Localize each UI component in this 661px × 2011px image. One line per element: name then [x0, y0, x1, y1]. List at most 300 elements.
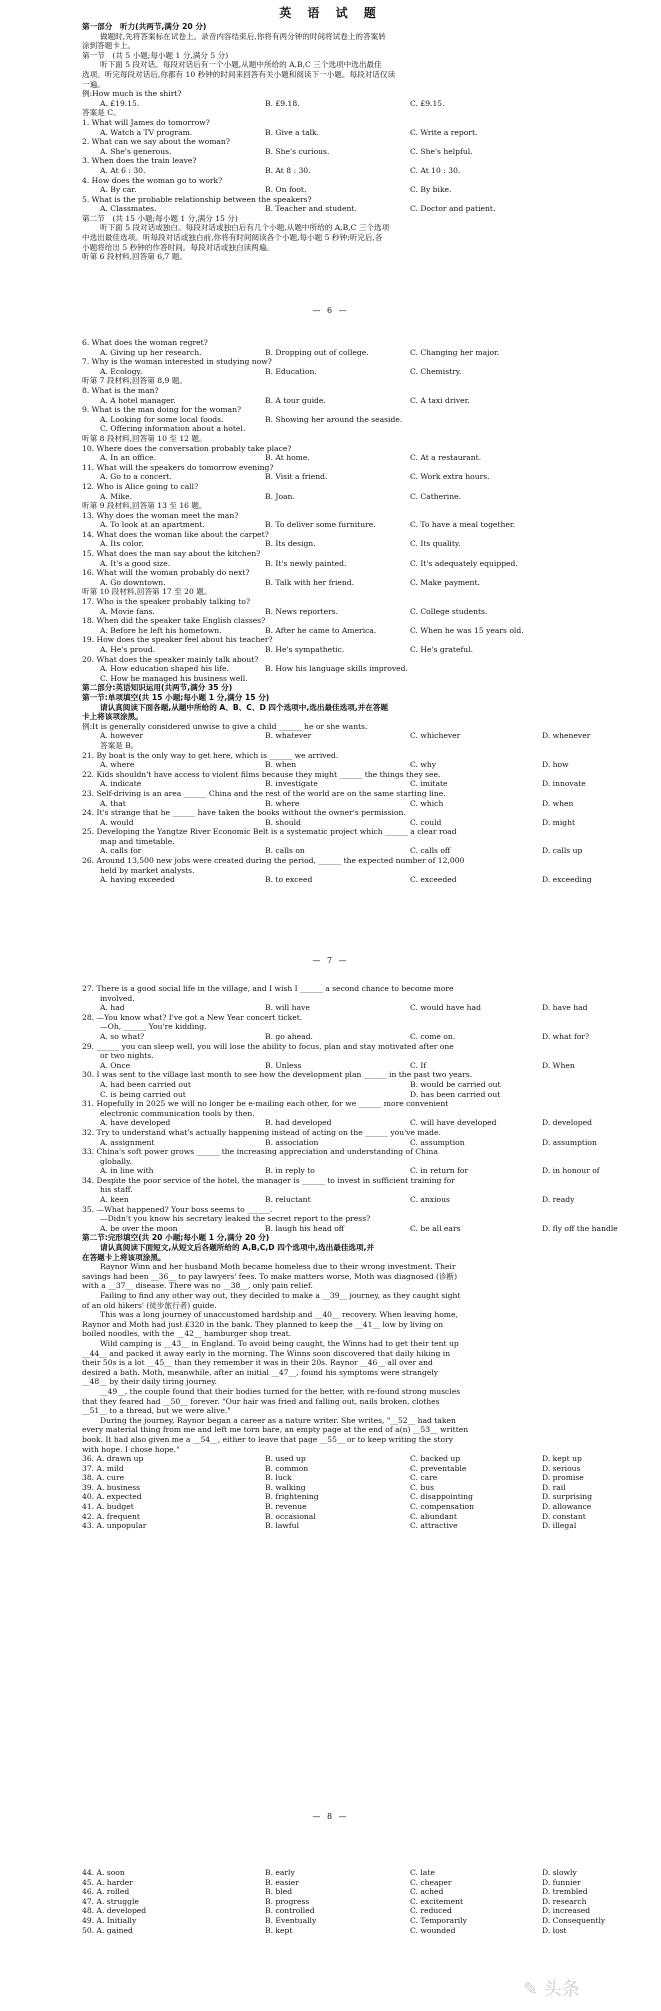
option: D. ready [542, 1195, 575, 1205]
text-line: 做题时,先将答案标在试卷上。录音内容结束后,你将有两分钟的时间将试卷上的答案转 [100, 31, 386, 41]
option: D. Consequently [542, 1915, 606, 1925]
option: D. illegal [542, 1521, 577, 1531]
option: C. At 10 : 30. [410, 165, 461, 175]
text-line: During the journey, Raynor began a career as a nature writer. She writes, "__52__ had taken [100, 1415, 456, 1425]
text-line: with hope. I chose hope." [82, 1444, 180, 1454]
option: D. trembled [542, 1887, 588, 1897]
option: 47. A. struggle [82, 1896, 139, 1906]
option-row [0, 1224, 661, 1234]
text-line: 15. What does the man say about the kitchen? [82, 549, 261, 559]
option-row [0, 367, 661, 377]
option: A. He's proud. [100, 645, 156, 654]
option: A. How education shaped his life. [100, 664, 229, 674]
option: B. At 8 : 30. [265, 165, 311, 175]
text-line: savings had been __36__ to pay lawyers' fees. To make matters worse, Moth was diagnosed (诊断) [82, 1271, 458, 1281]
text-line: Raynor Winn and her husband Moth became homeless due to their wrong investment. Their [100, 1262, 456, 1272]
option-row [0, 539, 661, 549]
text-line: 3. When does the train leave? [82, 156, 197, 166]
exam-title: 英 语 试 题 [279, 6, 382, 20]
option: D. assumption [542, 1137, 597, 1147]
option: C. calls off [410, 846, 451, 856]
option-row [0, 1473, 661, 1483]
option: A. Classmates. [100, 204, 157, 214]
option: A. To look at an apartment. [100, 520, 205, 530]
option: C. bus [410, 1482, 435, 1492]
option: B. early [265, 1868, 295, 1877]
option-row [0, 453, 661, 463]
option-row [0, 1195, 661, 1205]
option: C. could [410, 817, 442, 827]
option: 50. A. gained [82, 1925, 133, 1935]
option: A. assignment [100, 1137, 155, 1147]
option: A. calls for [100, 846, 142, 856]
option: C. When he was 15 years old. [410, 625, 524, 635]
option: A. however [100, 731, 144, 741]
option: C. disappointing [410, 1492, 473, 1502]
option-row [0, 204, 661, 214]
option: D. exceeding [542, 875, 592, 885]
option: B. easier [265, 1877, 299, 1887]
text-line: their 50s is a lot __45__ than they remember it was in their 20s. Raynor __46__ all over and [82, 1358, 433, 1368]
page-7-content [0, 338, 661, 885]
option: D. allowance [542, 1502, 592, 1512]
option: B. After he came to America. [265, 625, 377, 635]
text-line: 请认真阅读下面短文,从短文后各题所给的 A,B,C,D 四个选项中,选出最佳选项,并 [100, 1243, 375, 1253]
text-line: __49__, the couple found that their bodies turned for the better, with re-found strong muscles [100, 1386, 461, 1396]
text-line: This was a long journey of unaccustomed hardship and __40__ recovery. When leaving home, [100, 1310, 458, 1320]
option: B. He's sympathetic. [265, 645, 345, 654]
option: 38. A. cure [82, 1473, 125, 1483]
text-line: 2. What can we say about the woman? [82, 137, 230, 147]
option: B. occasional [265, 1511, 316, 1521]
option: 46. A. rolled [82, 1887, 130, 1897]
option: A. Ecology. [100, 366, 143, 376]
option: D. have had [542, 1003, 588, 1013]
option: A. At 6 : 30. [100, 165, 146, 175]
option-row [0, 645, 661, 655]
option: D. surprising [542, 1492, 593, 1502]
option: B. Eventually [265, 1915, 317, 1925]
text-line: Raynor and Moth had just £320 in the bank. They planned to keep the __41__ low by living on [82, 1319, 444, 1329]
option: D. serious [542, 1463, 581, 1473]
page-8-content [0, 984, 661, 1531]
option: D. fly off the handle [542, 1223, 618, 1233]
option: B. It's newly painted. [265, 558, 347, 568]
option: A. where [100, 760, 135, 770]
option: C. in return for [410, 1166, 469, 1176]
option-row [0, 818, 661, 828]
option: A. It's a good size. [100, 558, 171, 568]
option: C. come on. [410, 1031, 456, 1041]
option: A. had [100, 1003, 125, 1013]
option: A. £19.15. [100, 98, 140, 108]
option: A. Watch a TV program. [100, 127, 193, 137]
option-row [0, 1118, 661, 1128]
option: B. calls on [265, 846, 305, 856]
option: C. A taxi driver. [410, 395, 470, 405]
option: A. Go downtown. [100, 577, 166, 587]
option: C. would have had [410, 1003, 481, 1013]
option: B. luck [265, 1473, 292, 1483]
text-line: 听第 8 段材料,回答第 10 至 12 题。 [82, 433, 207, 443]
option: A. By car. [100, 185, 137, 195]
option: B. Talk with her friend. [265, 577, 355, 587]
option: C. attractive [410, 1521, 458, 1531]
text-line: Failing to find any other way out, they decided to make a __39__ journey, as they caught sight [100, 1291, 461, 1300]
text-line: 第二节:完形填空(共 20 小题;每小题 1 分,满分 20 分) [82, 1233, 270, 1243]
option: D. increased [542, 1906, 591, 1916]
option: B. revenue [265, 1502, 307, 1512]
option-row [0, 1502, 661, 1512]
option-row [0, 1464, 661, 1474]
option: B. to exceed [265, 875, 313, 885]
option: A. Its color. [100, 539, 144, 549]
text-line: electronic communication tools by then. [100, 1108, 255, 1118]
option: D. lost [542, 1925, 567, 1935]
text-line: held by market analysts. [100, 865, 195, 875]
text-line: 小题将给出 5 秒钟的作答时间。每段对话或独白读两遍。 [82, 242, 274, 252]
text-line: boiled noodles, with the __42__ hamburger shop treat. [82, 1329, 292, 1339]
option-row [0, 185, 661, 195]
option: B. To deliver some furniture. [265, 520, 376, 530]
option: B. Dropping out of college. [265, 347, 369, 357]
text-line: 听下面 5 段对话。每段对话后有一个小题,从题中所给的 A,B,C 三个选项中选出最佳 [100, 60, 382, 70]
option: B. How his language skills improved. [265, 664, 408, 674]
option: C. preventable [410, 1463, 467, 1473]
option: C. care [410, 1473, 438, 1483]
text-line: desired a bath. Moth, meanwhile, after an initial __47__, found his symptoms were strangely [82, 1367, 439, 1377]
option-row [0, 1916, 661, 1926]
page-6-content [0, 22, 661, 262]
option: C. excitement [410, 1896, 464, 1906]
option: B. A tour guide. [265, 395, 326, 405]
text-line: 29. ______ you can sleep well, you will lose the ability to focus, plan and stay motivated after one [82, 1041, 454, 1051]
option: C. She's helpful. [410, 146, 473, 156]
text-line: 4. How does the woman go to work? [82, 175, 223, 185]
text-line: 7. Why is the woman interested in studying now? [82, 357, 272, 367]
text-line: 35. —What happened? Your boss seems to ______. [82, 1204, 273, 1214]
option: C. Chemistry. [410, 366, 462, 376]
option: B. controlled [265, 1906, 315, 1916]
option-row [0, 578, 661, 588]
option: A. She's generous. [100, 146, 172, 156]
text-line: __48__ by their daily tiring journey. [82, 1377, 217, 1387]
text-line: book. It had also given me a __54__, either to leave that page __55__ or to keep writing the story [82, 1434, 453, 1444]
option: C. At a restaurant. [410, 453, 482, 463]
option-row [0, 1166, 661, 1176]
option-row [0, 760, 661, 770]
text-line: 30. I was sent to the village last month to see how the development plan ______ in the past two years. [82, 1070, 473, 1080]
option-row [0, 1512, 661, 1522]
text-line: 选项。听完每段对话后,你都有 10 秒钟的时间来回答有关小题和阅读下一小题。每段对话仅读 [82, 69, 396, 79]
option: C. College students. [410, 606, 488, 616]
option-row [0, 492, 661, 502]
option: C. imitate [410, 779, 448, 789]
option-row [0, 1138, 661, 1148]
option-row [0, 1868, 661, 1878]
option: 45. A. harder [82, 1877, 133, 1887]
text-line: 第一节 (共 5 小题;每小题 1 分,满分 5 分) [82, 50, 229, 60]
text-line: 例:How much is the shirt? [82, 89, 182, 99]
option: B. go ahead. [265, 1031, 313, 1041]
option: 37. A. mild [82, 1463, 124, 1473]
option: 43. A. unpopular [82, 1521, 147, 1531]
option: C. be all ears [410, 1223, 461, 1233]
option-row [0, 779, 661, 789]
option: C. abundant [410, 1511, 457, 1521]
option: A. that [100, 798, 126, 808]
text-line: 听第 10 段材料,回答第 17 至 20 题。 [82, 587, 212, 597]
option: C. To have a meal together. [410, 520, 516, 530]
text-line: 涂到答题卡上。 [82, 41, 136, 51]
option: C. He's grateful. [410, 645, 473, 654]
option: C. Make payment. [410, 577, 480, 587]
option: C. Work extra hours. [410, 472, 490, 482]
option: B. Education. [265, 366, 317, 376]
option-row [0, 664, 661, 674]
text-line: involved. [100, 993, 135, 1003]
option: C. which [410, 798, 444, 808]
option-row [0, 472, 661, 482]
option-row [0, 1492, 661, 1502]
option-row [0, 147, 661, 157]
option: A. Looking for some local foods. [100, 414, 224, 424]
option: C. anxious [410, 1195, 450, 1205]
text-line: or two nights. [100, 1051, 154, 1061]
text-line: 23. Self-driving is an area ______ China and the rest of the world are on the same starting line. [82, 788, 446, 798]
option: D. what for? [542, 1031, 590, 1041]
text-line: 31. Hopefully in 2025 we will no longer be e-mailing each other, for we ______ more convenient [82, 1099, 449, 1109]
option: B. had developed [265, 1118, 332, 1128]
option: D. innovate [542, 779, 586, 789]
option: B. Teacher and student. [265, 204, 357, 214]
option: B. Unless [265, 1060, 302, 1070]
text-line: 14. What does the woman like about the carpet? [82, 529, 269, 539]
text-line: 第二部分:英语知识运用(共两节,满分 35 分) [82, 683, 233, 693]
text-line: 27. There is a good social life in the village, and I wish I ______ a second chance to become more [82, 984, 454, 993]
option: B. laugh his head off [265, 1223, 345, 1233]
option: C. By bike. [410, 185, 452, 195]
option: B. walking [265, 1482, 306, 1492]
option: B. in reply to [265, 1166, 315, 1176]
text-line: 9. What is the man doing for the woman? [82, 405, 242, 415]
option: B. when [265, 760, 297, 770]
text-line: 34. Despite the poor service of the hotel, the manager is ______ to invest in sufficient training for [82, 1175, 455, 1185]
text-line: 答案是 C。 [82, 108, 121, 118]
option: C. exceeded [410, 875, 457, 885]
option: B. common [265, 1463, 309, 1473]
option: D. When [542, 1060, 575, 1070]
option: B. used up [265, 1454, 306, 1464]
text-line: 在答题卡上将该项涂黑。 [82, 1252, 166, 1262]
option: 49. A. Initially [82, 1915, 137, 1925]
option: 44. A. soon [82, 1868, 125, 1877]
text-line: of an old hikers' (徒步旅行者) guide. [82, 1300, 217, 1310]
option: D. when [542, 798, 574, 808]
text-line: 18. When did the speaker take English classes? [82, 616, 266, 626]
option: D. how [542, 760, 569, 770]
text-line: —Oh, ______ You're kidding. [100, 1022, 207, 1032]
text-line: __44__ and packed it away early in the morning. The Winns soon discovered that daily hiking in [82, 1348, 451, 1358]
text-line: 1. What will James do tomorrow? [82, 117, 210, 127]
option: A. Giving up her research. [100, 347, 202, 357]
option: A. Before he left his hometown. [100, 625, 222, 635]
option: B. She's curious. [265, 146, 330, 156]
option-row [0, 1926, 661, 1936]
option: B. would be carried out [410, 1079, 501, 1089]
text-line: 19. How does the speaker feel about his teacher? [82, 635, 273, 645]
option: D. developed [542, 1118, 593, 1128]
option: A. so what? [100, 1031, 145, 1041]
option: C. cheaper [410, 1877, 452, 1887]
option: A. be over the moon [100, 1223, 178, 1233]
option: B. lawful [265, 1521, 299, 1531]
text-line: 24. It's strange that he ______ have taken the books without the owner's permission. [82, 808, 406, 818]
option: A. having exceeded [100, 875, 175, 885]
option: C. wounded [410, 1925, 456, 1935]
option-row [0, 166, 661, 176]
text-line: 例:It is generally considered unwise to give a child ______ he or she wants. [82, 721, 368, 731]
text-line: globally. [100, 1156, 132, 1166]
svg-text:✎ 头条: ✎ 头条 [523, 1979, 580, 2000]
option-row [0, 1032, 661, 1042]
option: 36. A. drawn up [82, 1454, 144, 1464]
option: B. should [265, 817, 301, 827]
option: B. Visit a friend. [265, 472, 328, 482]
option: 41. A. budget [82, 1502, 134, 1512]
option-row [0, 520, 661, 530]
option-row [0, 1521, 661, 1531]
text-line: every material thing from me and left me torn bare, an empty page at the end of a(n) __53__ written [82, 1425, 469, 1435]
text-line: 13. Why does the woman meet the man? [82, 510, 239, 520]
text-line: 卡上将该项涂黑。 [82, 712, 143, 722]
option: D. whenever [542, 731, 591, 741]
text-line: C. How he managed his business well. [100, 673, 248, 683]
option: 40. A. expected [82, 1492, 142, 1502]
option: B. Its design. [265, 539, 316, 549]
option: A. would [100, 817, 134, 827]
page-9-content [0, 1868, 661, 1935]
option-row [0, 99, 661, 109]
option: C. Changing her major. [410, 347, 500, 357]
text-line: 第二节 (共 15 小题;每小题 1 分,满分 15 分) [82, 213, 238, 223]
text-line: 听第 7 段材料,回答第 8,9 题。 [82, 376, 187, 386]
text-line: with a __37__ disease. There was no __38__, only pain relief. [82, 1281, 313, 1291]
option: C. assumption [410, 1137, 465, 1147]
option-row [0, 559, 661, 569]
option: B. £9.18. [265, 98, 300, 108]
text-line: that they feared had __50__ forever. "Our hair was fried and falling out, nails broken, clothes [82, 1396, 440, 1406]
text-line: 听下面 5 段对话或独白。每段对话或独白后有几个小题,从题中所给的 A,B,C 三个选项 [100, 223, 390, 233]
option: C. will have developed [410, 1118, 497, 1128]
watermark-logo [517, 1971, 647, 2005]
option-row [0, 1061, 661, 1071]
text-line: 26. Around 13,500 new jobs were created during the period, ______ the expected number of 12,000 [82, 856, 465, 866]
option-row [0, 128, 661, 138]
option: B. bled [265, 1887, 293, 1897]
option-row [0, 1454, 661, 1464]
option: D. research [542, 1896, 587, 1906]
option: A. Movie fans. [100, 606, 155, 616]
option: C. It's adequately equipped. [410, 558, 518, 568]
option: D. calls up [542, 846, 583, 856]
option: C. backed up [410, 1454, 461, 1464]
option-row [0, 348, 661, 358]
option: A. indicate [100, 779, 142, 789]
option: C. Catherine. [410, 491, 461, 501]
option: A. Go to a concert. [100, 472, 172, 482]
option-row [0, 626, 661, 636]
page-number-6: — 6 — [312, 306, 349, 315]
text-line: __51__ to a thread, but we were alive." [82, 1406, 231, 1416]
option: C. is being carried out [100, 1089, 186, 1099]
option: B. where [265, 798, 300, 808]
option: D. kept up [542, 1454, 582, 1464]
option-row [0, 1878, 661, 1888]
option: C. late [410, 1868, 435, 1877]
text-line: 16. What will the woman probably do next? [82, 568, 250, 578]
option: C. compensation [410, 1502, 475, 1512]
option: D. rail [542, 1482, 566, 1492]
text-line: 一遍。 [82, 79, 105, 89]
option: C. ached [410, 1887, 444, 1897]
option: D. slowly [542, 1868, 577, 1877]
option-row [0, 1897, 661, 1907]
option: A. in line with [100, 1166, 154, 1176]
option-row [0, 731, 661, 741]
option: 48. A. developed [82, 1906, 147, 1916]
option: C. Temporarily [410, 1915, 467, 1925]
text-line: 6. What does the woman regret? [82, 338, 208, 347]
text-line: 第一节:单项填空(共 15 小题;每小题 1 分,满分 15 分) [82, 692, 270, 702]
page-number-7: — 7 — [312, 956, 349, 965]
option: B. Showing her around the seaside. [265, 414, 403, 424]
text-line: 25. Developing the Yangtze River Economic Belt is a systematic project which ______ a clear road [82, 827, 457, 837]
option: C. why [410, 760, 437, 770]
text-line: 请认真阅读下面各题,从题中所给的 A、B、C、D 四个选项中,选出最佳选项,并在答题 [100, 702, 389, 712]
option: A. keen [100, 1195, 129, 1205]
text-line: 22. Kids shouldn't have access to violent films because they might ______ the things they see. [82, 769, 441, 779]
option-row [0, 1090, 661, 1100]
option: B. On foot. [265, 185, 307, 195]
text-line: 12. Who is Alice going to call? [82, 481, 199, 491]
option-row [0, 415, 661, 425]
option: C. Write a report. [410, 127, 478, 137]
text-line: 28. —You know what? I've got a New Year concert ticket. [82, 1012, 303, 1022]
text-line: 17. Who is the speaker probably talking to? [82, 597, 251, 607]
option-row [0, 1483, 661, 1493]
option: B. association [265, 1137, 319, 1147]
option: A. had been carried out [100, 1079, 191, 1089]
option-row [0, 1080, 661, 1090]
option: A. Mike. [100, 491, 133, 501]
text-line: 听第 9 段材料,回答第 13 至 16 题。 [82, 501, 207, 511]
text-line: —Didn't you know his secretary leaked the secret report to the press? [100, 1214, 371, 1224]
option-row [0, 396, 661, 406]
page-number-8: — 8 — [312, 1812, 349, 1821]
option: A. A hotel manager. [100, 395, 176, 405]
option: B. will have [265, 1003, 310, 1013]
option: B. News reporters. [265, 606, 339, 616]
option: C. If [410, 1060, 427, 1070]
option: 39. A. business [82, 1482, 141, 1492]
option-row [0, 1906, 661, 1916]
option-row [0, 1887, 661, 1897]
text-line: 听第 6 段材料,回答第 6,7 题。 [82, 252, 187, 262]
option: B. Joan. [265, 491, 295, 501]
text-line: 20. What does the speaker mainly talk about? [82, 654, 259, 664]
option: D. has been carried out [410, 1089, 501, 1099]
